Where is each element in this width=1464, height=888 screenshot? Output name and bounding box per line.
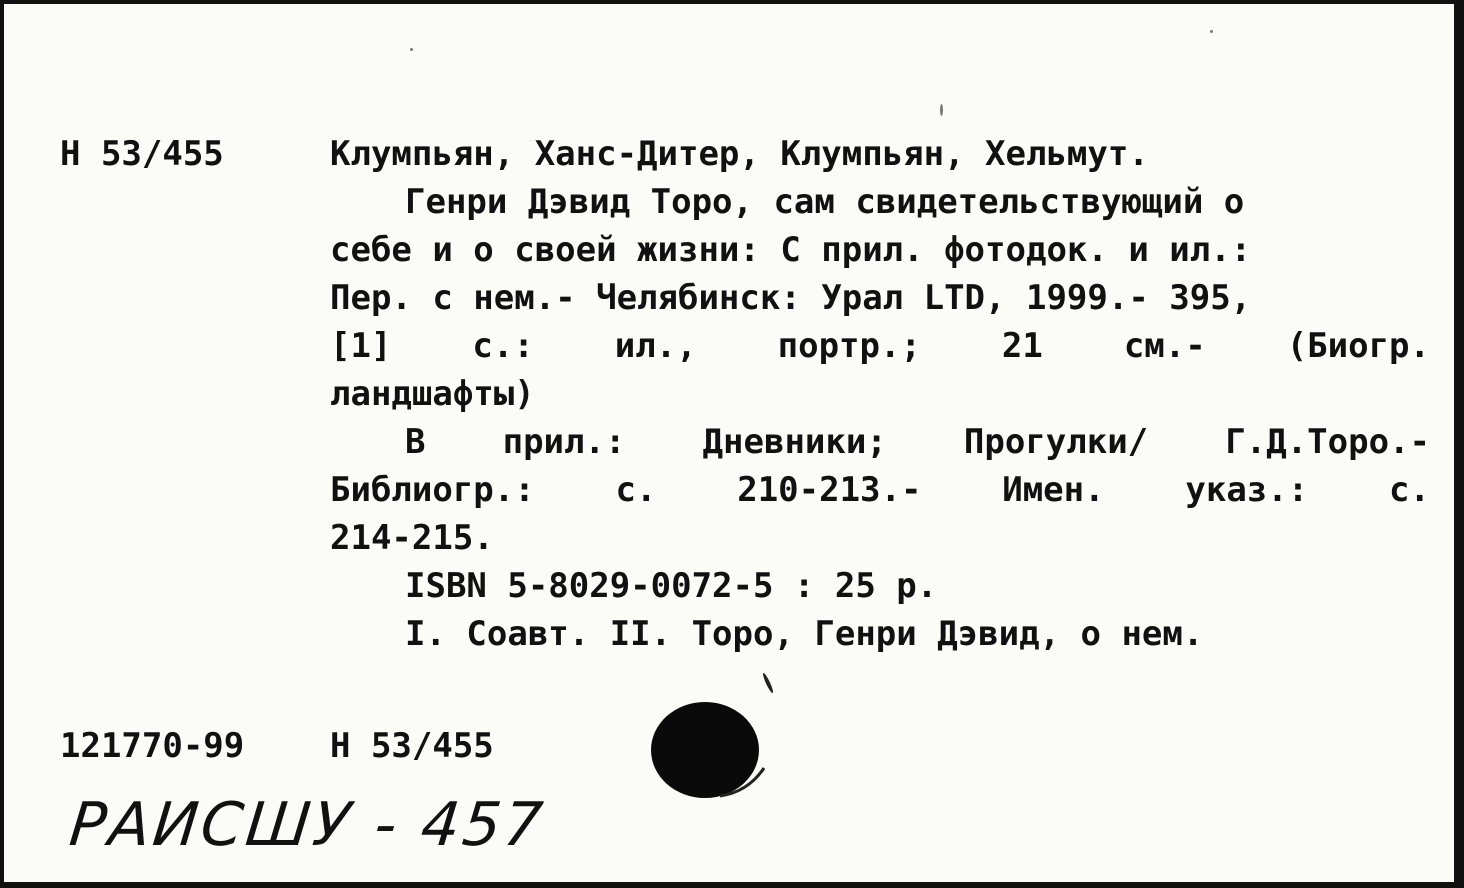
text-token: Библиогр.: <box>330 470 535 510</box>
index-pages-line: 214-215. <box>330 518 494 558</box>
card-border-right <box>1454 0 1464 888</box>
text-token: 210-213.- <box>737 470 922 510</box>
text-token: Прогулки/ <box>963 422 1149 462</box>
text-token: см.- <box>1123 326 1206 366</box>
isbn-line: ISBN 5-8029-0072-5 : 25 р. <box>405 566 938 606</box>
title-line: Генри Дэвид Торо, сам свидетельствующий о <box>405 182 1245 222</box>
text-token: портр.; <box>777 326 921 366</box>
text-token: ил., <box>614 326 697 366</box>
text-token: 21 <box>1001 326 1043 366</box>
physical-description-line <box>330 322 1430 370</box>
scan-speck <box>1210 30 1213 33</box>
text-token: с.: <box>472 326 534 366</box>
scan-speck <box>940 104 943 116</box>
shelfmark: Н 53/455 <box>330 726 494 766</box>
text-token: Г.Д.Торо.- <box>1225 422 1430 462</box>
appendix-note-line <box>330 418 1430 466</box>
card-border-left <box>0 0 4 888</box>
text-token: (Биогр. <box>1286 326 1430 366</box>
text-token: Имен. <box>1002 470 1105 510</box>
bibliography-note-line <box>330 466 1430 514</box>
card-border-top <box>0 0 1464 4</box>
bibliographic-description <box>330 130 1430 658</box>
text-token: указ.: <box>1185 470 1309 510</box>
series-line: ландшафты) <box>330 374 535 414</box>
text-token: с. <box>1388 470 1430 510</box>
scan-speck <box>762 672 775 694</box>
scan-speck <box>410 48 413 51</box>
author-line: Клумпьян, Ханс-Дитер, Клумпьян, Хельмут. <box>330 134 1149 174</box>
call-number: Н 53/455 <box>60 134 224 174</box>
inventory-number: 121770-99 <box>60 726 245 766</box>
card-border-bottom <box>0 882 1464 888</box>
text-token: прил.: <box>502 422 626 462</box>
imprint-line: Пер. с нем.- Челябинск: Урал LTD, 1999.- 395, <box>330 278 1252 318</box>
tracings-line: I. Соавт. II. Торо, Генри Дэвид, о нем. <box>405 614 1204 654</box>
punch-hole <box>650 700 765 802</box>
text-token: [1] <box>330 326 392 366</box>
text-token: Дневники; <box>702 422 887 462</box>
title-continuation-line: себе и о своей жизни: С прил. фотодок. и ил.: <box>330 230 1252 270</box>
handwritten-note: РАИСШУ - 457 <box>66 790 549 860</box>
text-token: с. <box>615 470 657 510</box>
text-token: В <box>405 422 426 462</box>
